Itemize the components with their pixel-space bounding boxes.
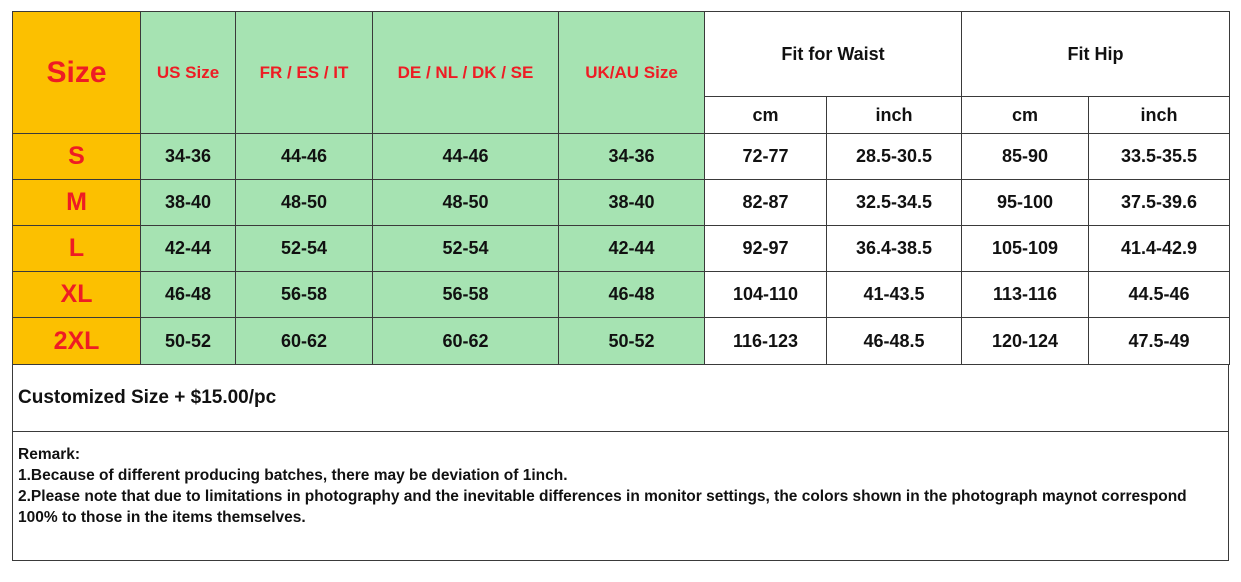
hip-inch-cell: 33.5-35.5 (1089, 134, 1230, 180)
remark-line: 100% to those in the items themselves. (18, 509, 306, 526)
uk-au-size-cell: 38-40 (559, 180, 705, 226)
table-row (13, 134, 1230, 180)
uk-au-size-header: UK/AU Size (559, 12, 705, 134)
fr-es-it-header: FR / ES / IT (236, 12, 373, 134)
fit-waist-header: Fit for Waist (705, 12, 962, 97)
remark-line: 1.Because of different producing batches, there may be deviation of 1inch. (18, 467, 568, 484)
de-nl-dk-se-cell: 52-54 (373, 226, 559, 272)
de-nl-dk-se-cell: 48-50 (373, 180, 559, 226)
fr-es-it-cell: 56-58 (236, 272, 373, 318)
us-size-cell: 42-44 (141, 226, 236, 272)
size-label: 2XL (13, 318, 141, 365)
customized-size-text: Customized Size + $15.00/pc (18, 387, 277, 408)
hip-cm-cell: 95-100 (962, 180, 1089, 226)
hip-cm-cell: 85-90 (962, 134, 1089, 180)
table-row (13, 272, 1230, 318)
fr-es-it-cell: 48-50 (236, 180, 373, 226)
header-row (13, 12, 1230, 97)
table-row (13, 226, 1230, 272)
size-label: S (13, 134, 141, 180)
table-row (13, 318, 1230, 365)
waist-cm-cell: 116-123 (705, 318, 827, 365)
hip-inch-cell: 41.4-42.9 (1089, 226, 1230, 272)
size-label: M (13, 180, 141, 226)
size-chart (12, 11, 1229, 561)
waist-inch-cell: 32.5-34.5 (827, 180, 962, 226)
fr-es-it-cell: 60-62 (236, 318, 373, 365)
hip-cm-cell: 105-109 (962, 226, 1089, 272)
waist-inch-cell: 28.5-30.5 (827, 134, 962, 180)
fr-es-it-cell: 44-46 (236, 134, 373, 180)
remark-line: 2.Please note that due to limitations in photography and the inevitable differences in monitor settings, the colors shown in the photograph maynot correspond (18, 488, 1187, 505)
fit-hip-header: Fit Hip (962, 12, 1230, 97)
waist-cm-cell: 104-110 (705, 272, 827, 318)
de-nl-dk-se-cell: 56-58 (373, 272, 559, 318)
uk-au-size-cell: 42-44 (559, 226, 705, 272)
waist-cm-cell: 82-87 (705, 180, 827, 226)
us-size-cell: 46-48 (141, 272, 236, 318)
customized-size-note (12, 365, 1229, 432)
hip-cm-cell: 120-124 (962, 318, 1089, 365)
size-table (12, 11, 1230, 365)
remark-section (12, 432, 1229, 561)
uk-au-size-cell: 46-48 (559, 272, 705, 318)
waist-cm-header: cm (705, 97, 827, 134)
de-nl-dk-se-cell: 60-62 (373, 318, 559, 365)
size-header: Size (13, 12, 141, 134)
waist-inch-cell: 46-48.5 (827, 318, 962, 365)
hip-cm-cell: 113-116 (962, 272, 1089, 318)
table-row (13, 180, 1230, 226)
size-label: XL (13, 272, 141, 318)
waist-inch-cell: 36.4-38.5 (827, 226, 962, 272)
waist-inch-cell: 41-43.5 (827, 272, 962, 318)
remark-title: Remark: (18, 446, 81, 463)
waist-inch-header: inch (827, 97, 962, 134)
hip-inch-cell: 44.5-46 (1089, 272, 1230, 318)
us-size-cell: 38-40 (141, 180, 236, 226)
de-nl-dk-se-header: DE / NL / DK / SE (373, 12, 559, 134)
us-size-header: US Size (141, 12, 236, 134)
us-size-cell: 50-52 (141, 318, 236, 365)
hip-cm-header: cm (962, 97, 1089, 134)
size-label: L (13, 226, 141, 272)
waist-cm-cell: 92-97 (705, 226, 827, 272)
uk-au-size-cell: 50-52 (559, 318, 705, 365)
hip-inch-cell: 47.5-49 (1089, 318, 1230, 365)
de-nl-dk-se-cell: 44-46 (373, 134, 559, 180)
us-size-cell: 34-36 (141, 134, 236, 180)
fr-es-it-cell: 52-54 (236, 226, 373, 272)
hip-inch-header: inch (1089, 97, 1230, 134)
hip-inch-cell: 37.5-39.6 (1089, 180, 1230, 226)
uk-au-size-cell: 34-36 (559, 134, 705, 180)
waist-cm-cell: 72-77 (705, 134, 827, 180)
